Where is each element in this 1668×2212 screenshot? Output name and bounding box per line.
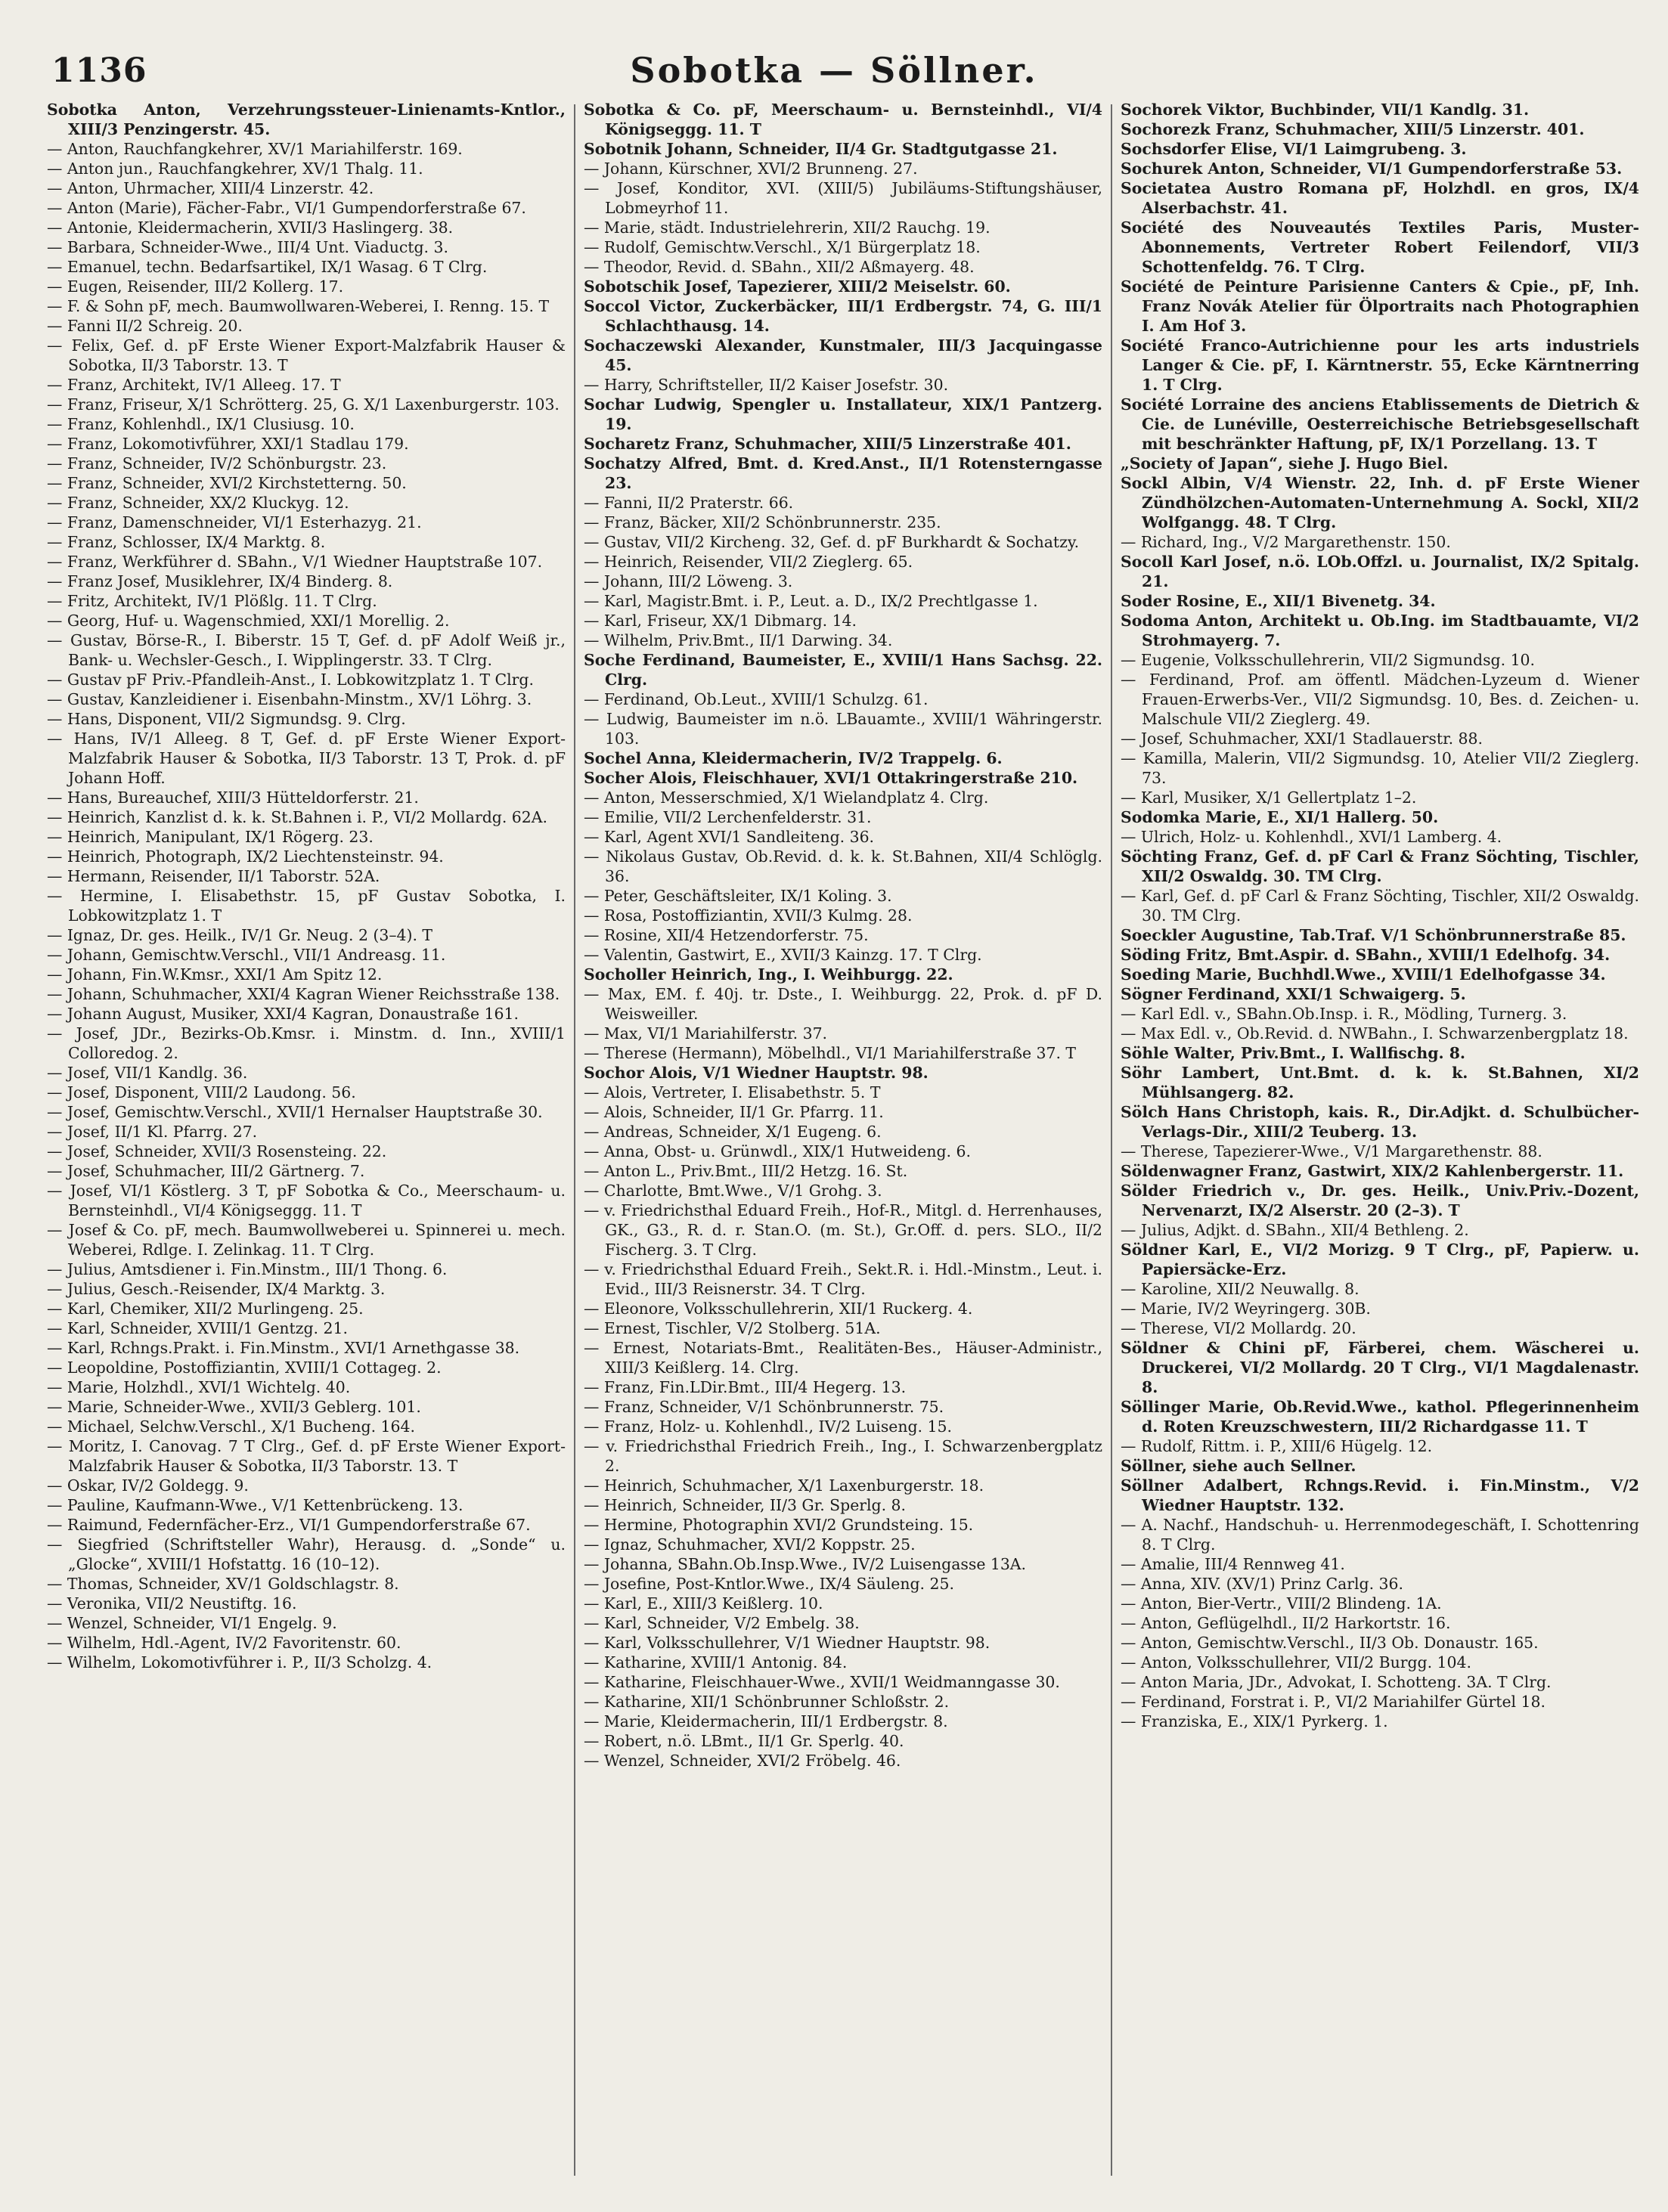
- directory-entry: — Franz, Werkführer d. SBahn., V/1 Wiedner Hauptstraße 107.: [47, 553, 543, 571]
- directory-entry: — Georg, Huf- u. Wagenschmied, XXI/1 Morellig. 2.: [47, 612, 450, 630]
- directory-entry: Sochorezk Franz, Schuhmacher, XIII/5 Linzerstr. 401.: [1121, 120, 1585, 138]
- directory-entry: — Karl, Volksschullehrer, V/1 Wiedner Hauptstr. 98.: [584, 1634, 991, 1652]
- directory-entry: — Wilhelm, Priv.Bmt., II/1 Darwing. 34.: [584, 631, 893, 649]
- directory-entry: Socoll Karl Josef, n.ö. LOb.Offzl. u. Journalist, IX/2 Spitalg. 21.: [1121, 553, 1639, 590]
- directory-entry: — Johann, Gemischtw.Verschl., VII/1 Andreasg. 11.: [47, 946, 446, 964]
- directory-entry: — Franz, Holz- u. Kohlenhdl., IV/2 Luiseng. 15.: [584, 1417, 952, 1436]
- directory-entry: — Julius, Gesch.-Reisender, IX/4 Marktg. 3.: [47, 1280, 386, 1298]
- directory-entry: Sochel Anna, Kleidermacherin, IV/2 Trappelg. 6.: [584, 749, 1003, 767]
- directory-entry: — Marie, IV/2 Weyringerg. 30B.: [1121, 1300, 1371, 1318]
- directory-entry: — Josef, Gemischtw.Verschl., XVII/1 Hernalser Hauptstraße 30.: [47, 1103, 543, 1121]
- directory-entry: — Karl Edl. v., SBahn.Ob.Insp. i. R., Mödling, Turnerg. 3.: [1121, 1005, 1567, 1023]
- directory-entry: — v. Friedrichsthal Eduard Freih., Hof-R., Mitgl. d. Herrenhauses, GK., G3., R. d. r. Stan.O. (m. St.), Gr.Off. d. pers. SLO., II/2 Fischerg. 3. T Clrg.: [584, 1201, 1102, 1259]
- directory-entry: — Karl, Agent XVI/1 Sandleiteng. 36.: [584, 828, 875, 846]
- directory-entry: Sockl Albin, V/4 Wienstr. 22, Inh. d. pF Erste Wiener Zündhölzchen-Automaten-Unternehmung A. Sockl, XII/2 Wolfgangg. 48. T Clrg.: [1121, 474, 1639, 531]
- directory-entry: — Julius, Adjkt. d. SBahn., XII/4 Bethleng. 2.: [1121, 1221, 1469, 1239]
- directory-entry: — Karl, Friseur, XX/1 Dibmarg. 14.: [584, 612, 857, 630]
- directory-entry: — Siegfried (Schriftsteller Wahr), Herausg. d. „Sonde“ u. „Glocke“, XVIII/1 Hofstattg. 16 (10–12).: [47, 1535, 566, 1573]
- directory-entry: — Hans, IV/1 Alleeg. 8 T, Gef. d. pF Erste Wiener Export-Malzfabrik Hauser & Sobotka, II/3 Taborstr. 13 T, Prok. d. pF Johann Hoff.: [47, 730, 566, 787]
- directory-entry: — Karoline, XII/2 Neuwallg. 8.: [1121, 1280, 1360, 1298]
- directory-entry: — Rosine, XII/4 Hetzendorferstr. 75.: [584, 926, 869, 944]
- directory-entry: Sochsdorfer Elise, VI/1 Laimgrubeng. 3.: [1121, 140, 1467, 158]
- page-number: 1136: [51, 51, 147, 90]
- directory-entry: — Marie, städt. Industrielehrerin, XII/2 Rauchg. 19.: [584, 218, 991, 237]
- directory-entry: — Johann, Schuhmacher, XXI/4 Kagran Wiener Reichsstraße 138.: [47, 985, 560, 1003]
- directory-entry: — Franz, Schneider, IV/2 Schönburgstr. 23.: [47, 454, 387, 472]
- directory-entry: Soche Ferdinand, Baumeister, E., XVIII/1 Hans Sachsg. 22. Clrg.: [584, 651, 1102, 689]
- directory-entry: — Anton (Marie), Fächer-Fabr., VI/1 Gumpendorferstraße 67.: [47, 199, 526, 217]
- directory-entry: Sochaczewski Alexander, Kunstmaler, III/3 Jacquingasse 45.: [584, 336, 1102, 374]
- directory-entry: Söllner Adalbert, Rchngs.Revid. i. Fin.Minstm., V/2 Wiedner Hauptstr. 132.: [1121, 1476, 1639, 1514]
- directory-entry: Sobotka Anton, Verzehrungssteuer-Linienamts-Kntlor., XIII/3 Penzingerstr. 45.: [47, 101, 566, 138]
- directory-entry: — Karl, Schneider, XVIII/1 Gentzg. 21.: [47, 1319, 348, 1337]
- directory-entry: — Hans, Bureauchef, XIII/3 Hütteldorferstr. 21.: [47, 788, 419, 807]
- directory-entry: — Franz, Damenschneider, VI/1 Esterhazyg. 21.: [47, 513, 422, 531]
- directory-entry: — Anton, Geflügelhdl., II/2 Harkortstr. 16.: [1121, 1614, 1451, 1632]
- directory-entry: — Josef, II/1 Kl. Pfarrg. 27.: [47, 1123, 258, 1141]
- directory-entry: — Anton, Bier-Vertr., VIII/2 Blindeng. 1A.: [1121, 1594, 1442, 1613]
- directory-entry: — F. & Sohn pF, mech. Baumwollwaren-Weberei, I. Renng. 15. T: [47, 297, 550, 315]
- directory-entry: — Oskar, IV/2 Goldegg. 9.: [47, 1476, 249, 1495]
- directory-entry: — Hermann, Reisender, II/1 Taborstr. 52A.: [47, 867, 380, 885]
- directory-entry: — Robert, n.ö. LBmt., II/1 Gr. Sperlg. 40.: [584, 1732, 904, 1750]
- directory-entry: — Karl, Chemiker, XII/2 Murlingeng. 25.: [47, 1300, 364, 1318]
- directory-entry: — Hermine, I. Elisabethstr. 15, pF Gustav Sobotka, I. Lobkowitzplatz 1. T: [47, 887, 566, 925]
- directory-entry: Soeding Marie, Buchhdl.Wwe., XVIII/1 Edelhofgasse 34.: [1121, 965, 1606, 984]
- directory-entry: — Johann August, Musiker, XXI/4 Kagran, Donaustraße 161.: [47, 1005, 519, 1023]
- directory-entry: — Heinrich, Photograph, IX/2 Liechtensteinstr. 94.: [47, 847, 444, 866]
- directory-entry: — Ferdinand, Prof. am öffentl. Mädchen-Lyzeum d. Wiener Frauen-Erwerbs-Ver., VII/2 Sigmundsg. 10, Bes. d. Zeichen- u. Malschule VII/2 Zieglerg. 49.: [1121, 671, 1639, 728]
- directory-entry: — Ernest, Tischler, V/2 Stolberg. 51A.: [584, 1319, 881, 1337]
- directory-entry: Sodoma Anton, Architekt u. Ob.Ing. im Stadtbauamte, VI/2 Strohmayerg. 7.: [1121, 612, 1639, 649]
- directory-entry: — Leopoldine, Postoffiziantin, XVIII/1 Cottageg. 2.: [47, 1358, 442, 1377]
- directory-entry: Sölch Hans Christoph, kais. R., Dir.Adjkt. d. Schulbücher-Verlags-Dir., XIII/2 Teuberg. 13.: [1121, 1103, 1639, 1141]
- directory-entry: — Josef, Schuhmacher, III/2 Gärtnerg. 7.: [47, 1162, 365, 1180]
- directory-entry: Société Franco-Autrichienne pour les arts industriels Langer & Cie. pF, I. Kärntnerstr. 55, Ecke Kärntnerring 1. T Clrg.: [1121, 336, 1639, 394]
- directory-entry: Sochorek Viktor, Buchbinder, VII/1 Kandlg. 31.: [1121, 101, 1530, 119]
- directory-entry: — Johann, III/2 Löweng. 3.: [584, 572, 793, 590]
- directory-entry: — Alois, Schneider, II/1 Gr. Pfarrg. 11.: [584, 1103, 884, 1121]
- directory-entry: — Josef & Co. pF, mech. Baumwollweberei u. Spinnerei u. mech. Weberei, Rdlge. I. Zelinkag. 11. T Clrg.: [47, 1221, 566, 1259]
- directory-entry: Sobotschik Josef, Tapezierer, XIII/2 Meiselstr. 60.: [584, 277, 1011, 296]
- directory-entry: — Wilhelm, Lokomotivführer i. P., II/3 Scholzg. 4.: [47, 1653, 433, 1671]
- running-title: Sobotka — Söllner.: [630, 50, 1038, 91]
- directory-entry: — Raimund, Federnfächer-Erz., VI/1 Gumpendorferstraße 67.: [47, 1516, 531, 1534]
- directory-entry: — Nikolaus Gustav, Ob.Revid. d. k. k. St.Bahnen, XII/4 Schlöglg. 36.: [584, 847, 1102, 885]
- directory-entry: — Franziska, E., XIX/1 Pyrkerg. 1.: [1121, 1712, 1388, 1730]
- directory-entry: Soder Rosine, E., XII/1 Bivenetg. 34.: [1121, 592, 1436, 610]
- directory-entry: — Katharine, XII/1 Schönbrunner Schloßstr. 2.: [584, 1693, 950, 1711]
- directory-entry: — Franz, Kohlenhdl., IX/1 Clusiusg. 10.: [47, 415, 355, 433]
- directory-entry: — Charlotte, Bmt.Wwe., V/1 Grohg. 3.: [584, 1182, 882, 1200]
- directory-entry: — Moritz, I. Canovag. 7 T Clrg., Gef. d. pF Erste Wiener Export-Malzfabrik Hauser & Sobotka, II/3 Taborstr. 13. T: [47, 1437, 566, 1475]
- directory-entry: — Fritz, Architekt, IV/1 Plößlg. 11. T Clrg.: [47, 592, 377, 610]
- column-divider: [1111, 104, 1112, 2176]
- directory-entry: — Karl, Gef. d. pF Carl & Franz Söchting, Tischler, XII/2 Oswaldg. 30. TM Clrg.: [1121, 887, 1639, 925]
- directory-entry: Söhle Walter, Priv.Bmt., I. Wallfischg. 8.: [1121, 1044, 1465, 1062]
- directory-entry: — Gustav, Kanzleidiener i. Eisenbahn-Minstm., XV/1 Löhrg. 3.: [47, 690, 532, 708]
- directory-entry: — Emilie, VII/2 Lerchenfelderstr. 31.: [584, 808, 872, 826]
- directory-entry: — Franz, Fin.LDir.Bmt., III/4 Hegerg. 13.: [584, 1378, 907, 1396]
- directory-entry: — Gustav pF Priv.-Pfandleih-Anst., I. Lobkowitzplatz 1. T Clrg.: [47, 671, 534, 689]
- directory-entry: Söldner Karl, E., VI/2 Morizg. 9 T Clrg., pF, Papierw. u. Papiersäcke-Erz.: [1121, 1241, 1639, 1278]
- directory-entry: Sölder Friedrich v., Dr. ges. Heilk., Univ.Priv.-Dozent, Nervenarzt, IX/2 Alserstr. 20 (2–3). T: [1121, 1182, 1639, 1219]
- directory-entry: — Anton L., Priv.Bmt., III/2 Hetzg. 16. St.: [584, 1162, 908, 1180]
- directory-entry: — Anton, Uhrmacher, XIII/4 Linzerstr. 42.: [47, 179, 374, 197]
- directory-entry: — Rudolf, Gemischtw.Verschl., X/1 Bürgerplatz 18.: [584, 238, 981, 256]
- directory-entry: Sögner Ferdinand, XXI/1 Schwaigerg. 5.: [1121, 985, 1466, 1003]
- directory-columns: [47, 100, 1642, 2186]
- directory-entry: — Rosa, Postoffiziantin, XVII/3 Kulmg. 28.: [584, 906, 913, 925]
- directory-entry: — Michael, Selchw.Verschl., X/1 Bucheng. 164.: [47, 1417, 415, 1436]
- directory-entry: — Karl, Magistr.Bmt. i. P., Leut. a. D., IX/2 Prechtlgasse 1.: [584, 592, 1038, 610]
- directory-entry: — Karl, Schneider, V/2 Embelg. 38.: [584, 1614, 860, 1632]
- directory-entry: — Franz, Bäcker, XII/2 Schönbrunnerstr. 235.: [584, 513, 941, 531]
- directory-entry: — Ignaz, Schuhmacher, XVI/2 Koppstr. 25.: [584, 1535, 916, 1554]
- directory-entry: — Ferdinand, Forstrat i. P., VI/2 Mariahilfer Gürtel 18.: [1121, 1693, 1546, 1711]
- directory-entry: — Marie, Kleidermacherin, III/1 Erdbergstr. 8.: [584, 1712, 948, 1730]
- directory-entry: — v. Friedrichsthal Eduard Freih., Sekt.R. i. Hdl.-Minstm., Leut. i. Evid., III/3 Reisnerstr. 34. T Clrg.: [584, 1260, 1102, 1298]
- directory-entry: Sobotka & Co. pF, Meerschaum- u. Bernsteinhdl., VI/4 Königseggg. 11. T: [584, 101, 1102, 138]
- directory-entry: Sochor Alois, V/1 Wiedner Hauptstr. 98.: [584, 1064, 929, 1082]
- directory-entry: — Josef, Schuhmacher, XXI/1 Stadlauerstr. 88.: [1121, 730, 1483, 748]
- directory-entry: — Anton, Messerschmied, X/1 Wielandplatz 4. Clrg.: [584, 788, 989, 807]
- directory-entry: — Anton Maria, JDr., Advokat, I. Schotteng. 3A. T Clrg.: [1121, 1673, 1552, 1691]
- directory-entry: — v. Friedrichsthal Friedrich Freih., Ing., I. Schwarzenbergplatz 2.: [584, 1437, 1102, 1475]
- directory-entry: — Josef, Konditor, XVI. (XIII/5) Jubiläums-Stiftungshäuser, Lobmeyrhof 11.: [584, 179, 1102, 217]
- directory-entry: — Wenzel, Schneider, XVI/2 Fröbelg. 46.: [584, 1752, 901, 1770]
- directory-entry: — Barbara, Schneider-Wwe., III/4 Unt. Viaductg. 3.: [47, 238, 448, 256]
- directory-entry: — Marie, Holzhdl., XVI/1 Wichtelg. 40.: [47, 1378, 351, 1396]
- directory-entry: Söllinger Marie, Ob.Revid.Wwe., kathol. Pflegerinnenheim d. Roten Kreuzschwestern, III/2 Richardgasse 11. T: [1121, 1398, 1639, 1436]
- directory-entry: — Eugenie, Volksschullehrerin, VII/2 Sigmundsg. 10.: [1121, 651, 1535, 669]
- directory-entry: — Anna, Obst- u. Grünwdl., XIX/1 Hutweideng. 6.: [584, 1142, 971, 1160]
- directory-entry: Sobotnik Johann, Schneider, II/4 Gr. Stadtgutgasse 21.: [584, 140, 1058, 158]
- directory-entry: — Rudolf, Rittm. i. P., XIII/6 Hügelg. 12.: [1121, 1437, 1433, 1455]
- directory-entry: Société de Peinture Parisienne Canters & Cpie., pF, Inh. Franz Novák Atelier für Ölportraits nach Photographien I. Am Hof 3.: [1121, 277, 1639, 335]
- directory-entry: — Therese (Hermann), Möbelhdl., VI/1 Mariahilferstraße 37. T: [584, 1044, 1077, 1062]
- directory-entry: — Anna, XIV. (XV/1) Prinz Carlg. 36.: [1121, 1575, 1403, 1593]
- directory-entry: — Amalie, III/4 Rennweg 41.: [1121, 1555, 1345, 1573]
- directory-entry: Söchting Franz, Gef. d. pF Carl & Franz Söchting, Tischler, XII/2 Oswaldg. 30. TM Clrg.: [1121, 847, 1639, 885]
- directory-entry: — Therese, VI/2 Mollardg. 20.: [1121, 1319, 1356, 1337]
- directory-entry: Sodomka Marie, E., XI/1 Hallerg. 50.: [1121, 808, 1439, 826]
- directory-entry: — Hermine, Photographin XVI/2 Grundsteing. 15.: [584, 1516, 974, 1534]
- directory-entry: — Anton jun., Rauchfangkehrer, XV/1 Thalg. 11.: [47, 160, 423, 178]
- directory-entry: — Fanni, II/2 Praterstr. 66.: [584, 494, 794, 512]
- column-1: [47, 100, 566, 2186]
- directory-entry: Socholler Heinrich, Ing., I. Weihburgg. 22.: [584, 965, 953, 984]
- directory-entry: — Antonie, Kleidermacherin, XVII/3 Haslingerg. 38.: [47, 218, 454, 237]
- directory-entry: — Max, EM. f. 40j. tr. Dste., I. Weihburgg. 22, Prok. d. pF D. Weisweiller.: [584, 985, 1102, 1023]
- directory-entry: — Wenzel, Schneider, VI/1 Engelg. 9.: [47, 1614, 337, 1632]
- directory-entry: — Johann, Fin.W.Kmsr., XXI/1 Am Spitz 12.: [47, 965, 383, 984]
- directory-entry: — Ferdinand, Ob.Leut., XVIII/1 Schulzg. 61.: [584, 690, 929, 708]
- directory-entry: Sochurek Anton, Schneider, VI/1 Gumpendorferstraße 53.: [1121, 160, 1623, 178]
- directory-entry: — Franz, Architekt, IV/1 Alleeg. 17. T: [47, 376, 341, 394]
- directory-entry: — Josefine, Post-Kntlor.Wwe., IX/4 Säuleng. 25.: [584, 1575, 954, 1593]
- directory-entry: — Katharine, Fleischhauer-Wwe., XVII/1 Weidmanngasse 30.: [584, 1673, 1060, 1691]
- directory-entry: Socharetz Franz, Schuhmacher, XIII/5 Linzerstraße 401.: [584, 435, 1071, 453]
- directory-entry: — Julius, Amtsdiener i. Fin.Minstm., III/1 Thong. 6.: [47, 1260, 448, 1278]
- directory-entry: — Ignaz, Dr. ges. Heilk., IV/1 Gr. Neug. 2 (3–4). T: [47, 926, 433, 944]
- directory-entry: — Ludwig, Baumeister im n.ö. LBauamte., XVIII/1 Währingerstr. 103.: [584, 710, 1102, 748]
- directory-entry: — Franz, Lokomotivführer, XXI/1 Stadlau 179.: [47, 435, 409, 453]
- directory-entry: Sochatzy Alfred, Bmt. d. Kred.Anst., II/1 Rotensterngasse 23.: [584, 454, 1102, 492]
- directory-entry: — Josef, VII/1 Kandlg. 36.: [47, 1064, 248, 1082]
- directory-entry: — Pauline, Kaufmann-Wwe., V/1 Kettenbrückeng. 13.: [47, 1496, 464, 1514]
- directory-entry: — Eleonore, Volksschullehrerin, XII/1 Ruckerg. 4.: [584, 1300, 973, 1318]
- column-divider: [574, 104, 575, 2176]
- directory-entry: — Heinrich, Reisender, VII/2 Zieglerg. 65.: [584, 553, 913, 571]
- directory-entry: — Kamilla, Malerin, VII/2 Sigmundsg. 10, Atelier VII/2 Zieglerg. 73.: [1121, 749, 1639, 787]
- directory-entry: — Therese, Tapezierer-Wwe., V/1 Margarethenstr. 88.: [1121, 1142, 1542, 1160]
- directory-entry: — Franz, Schneider, V/1 Schönbrunnerstr. 75.: [584, 1398, 944, 1416]
- directory-entry: — Josef, Schneider, XVII/3 Rosensteing. 22.: [47, 1142, 387, 1160]
- directory-entry: — Johann, Kürschner, XVI/2 Brunneng. 27.: [584, 160, 918, 178]
- page-header: [0, 47, 1668, 100]
- directory-entry: — Ernest, Notariats-Bmt., Realitäten-Bes., Häuser-Administr., XIII/3 Keißlerg. 14. Clrg.: [584, 1339, 1102, 1377]
- directory-entry: — Max Edl. v., Ob.Revid. d. NWBahn., I. Schwarzenbergplatz 18.: [1121, 1024, 1629, 1042]
- directory-entry: — Hans, Disponent, VII/2 Sigmundsg. 9. Clrg.: [47, 710, 406, 728]
- directory-entry: — Katharine, XVIII/1 Antonig. 84.: [584, 1653, 848, 1671]
- directory-entry: Socher Alois, Fleischhauer, XVI/1 Ottakringerstraße 210.: [584, 769, 1078, 787]
- directory-entry: — Josef, JDr., Bezirks-Ob.Kmsr. i. Minstm. d. Inn., XVIII/1 Colloredog. 2.: [47, 1024, 566, 1062]
- directory-entry: — Andreas, Schneider, X/1 Eugeng. 6.: [584, 1123, 882, 1141]
- directory-entry: — Anton, Volksschullehrer, VII/2 Burgg. 104.: [1121, 1653, 1471, 1671]
- directory-entry: — Karl, Rchngs.Prakt. i. Fin.Minstm., XVI/1 Arnethgasse 38.: [47, 1339, 520, 1357]
- directory-entry: — Anton, Gemischtw.Verschl., II/3 Ob. Donaustr. 165.: [1121, 1634, 1539, 1652]
- directory-entry: — Veronika, VII/2 Neustiftg. 16.: [47, 1594, 297, 1613]
- directory-entry: — Ulrich, Holz- u. Kohlenhdl., XVI/1 Lamberg. 4.: [1121, 828, 1502, 846]
- directory-entry: „Society of Japan“, siehe J. Hugo Biel.: [1121, 454, 1449, 472]
- directory-entry: — Heinrich, Schuhmacher, X/1 Laxenburgerstr. 18.: [584, 1476, 984, 1495]
- directory-entry: — Valentin, Gastwirt, E., XVII/3 Kainzg. 17. T Clrg.: [584, 946, 982, 964]
- directory-entry: — Max, VI/1 Mariahilferstr. 37.: [584, 1024, 828, 1042]
- directory-entry: Söding Fritz, Bmt.Aspir. d. SBahn., XVIII/1 Edelhofg. 34.: [1121, 946, 1611, 964]
- directory-entry: — Felix, Gef. d. pF Erste Wiener Export-Malzfabrik Hauser & Sobotka, II/3 Taborstr. 13. T: [47, 336, 566, 374]
- directory-entry: Société des Nouveautés Textiles Paris, Muster-Abonnements, Vertreter Robert Feilendorf, VII/3 Schottenfeldg. 76. T Clrg.: [1121, 218, 1639, 276]
- directory-entry: — Franz, Schneider, XX/2 Kluckyg. 12.: [47, 494, 349, 512]
- directory-entry: — Anton, Rauchfangkehrer, XV/1 Mariahilferstr. 169.: [47, 140, 463, 158]
- directory-entry: — Emanuel, techn. Bedarfsartikel, IX/1 Wasag. 6 T Clrg.: [47, 258, 488, 276]
- directory-entry: — Karl, E., XIII/3 Keißlerg. 10.: [584, 1594, 823, 1613]
- directory-entry: Söllner, siehe auch Sellner.: [1121, 1457, 1356, 1475]
- directory-entry: Söldner & Chini pF, Färberei, chem. Wäscherei u. Druckerei, VI/2 Mollardg. 20 T Clrg., VI/1 Magdalenastr. 8.: [1121, 1339, 1639, 1396]
- directory-entry: — Franz Josef, Musiklehrer, IX/4 Binderg. 8.: [47, 572, 393, 590]
- directory-entry: Soeckler Augustine, Tab.Traf. V/1 Schönbrunnerstraße 85.: [1121, 926, 1626, 944]
- directory-entry: — Gustav, Börse-R., I. Biberstr. 15 T, Gef. d. pF Adolf Weiß jr., Bank- u. Wechsler-Gesch., I. Wipplingerstr. 33. T Clrg.: [47, 631, 566, 669]
- directory-entry: — Marie, Schneider-Wwe., XVII/3 Geblerg. 101.: [47, 1398, 421, 1416]
- column-2: [584, 100, 1102, 2186]
- directory-entry: — Alois, Vertreter, I. Elisabethstr. 5. T: [584, 1083, 881, 1101]
- directory-entry: — Franz, Schlosser, IX/4 Marktg. 8.: [47, 533, 326, 551]
- directory-entry: — Eugen, Reisender, III/2 Kollerg. 17.: [47, 277, 344, 296]
- directory-entry: Soccol Victor, Zuckerbäcker, III/1 Erdbergstr. 74, G. III/1 Schlachthausg. 14.: [584, 297, 1102, 335]
- directory-entry: Söhr Lambert, Unt.Bmt. d. k. k. St.Bahnen, XI/2 Mühlsangerg. 82.: [1121, 1064, 1639, 1101]
- directory-entry: — Heinrich, Kanzlist d. k. k. St.Bahnen i. P., VI/2 Mollardg. 62A.: [47, 808, 547, 826]
- column-3: [1121, 100, 1639, 2186]
- directory-entry: — Richard, Ing., V/2 Margarethenstr. 150.: [1121, 533, 1451, 551]
- directory-entry: — A. Nachf., Handschuh- u. Herrenmodegeschäft, I. Schottenring 8. T Clrg.: [1121, 1516, 1639, 1554]
- directory-entry: Société Lorraine des anciens Etablissements de Dietrich & Cie. de Lunéville, Oesterreichische Betriebsgesellschaft mit beschränkter Haftung, pF, IX/1 Porzellang. 13. T: [1121, 395, 1639, 453]
- directory-entry: — Franz, Schneider, XVI/2 Kirchstetterng. 50.: [47, 474, 407, 492]
- directory-entry: — Harry, Schriftsteller, II/2 Kaiser Josefstr. 30.: [584, 376, 949, 394]
- directory-entry: Sochar Ludwig, Spengler u. Installateur, XIX/1 Pantzerg. 19.: [584, 395, 1102, 433]
- directory-entry: — Heinrich, Schneider, II/3 Gr. Sperlg. 8.: [584, 1496, 907, 1514]
- directory-entry: — Fanni II/2 Schreig. 20.: [47, 317, 243, 335]
- directory-entry: — Johanna, SBahn.Ob.Insp.Wwe., IV/2 Luisengasse 13A.: [584, 1555, 1027, 1573]
- directory-entry: — Heinrich, Manipulant, IX/1 Rögerg. 23.: [47, 828, 374, 846]
- directory-entry: — Wilhelm, Hdl.-Agent, IV/2 Favoritenstr. 60.: [47, 1634, 401, 1652]
- directory-entry: — Peter, Geschäftsleiter, IX/1 Koling. 3.: [584, 887, 892, 905]
- directory-entry: — Josef, Disponent, VIII/2 Laudong. 56.: [47, 1083, 356, 1101]
- directory-entry: — Franz, Friseur, X/1 Schrötterg. 25, G. X/1 Laxenburgerstr. 103.: [47, 395, 560, 414]
- directory-entry: — Gustav, VII/2 Kircheng. 32, Gef. d. pF Burkhardt & Sochatzy.: [584, 533, 1080, 551]
- directory-entry: Societatea Austro Romana pF, Holzhdl. en gros, IX/4 Alserbachstr. 41.: [1121, 179, 1639, 217]
- directory-entry: — Thomas, Schneider, XV/1 Goldschlagstr. 8.: [47, 1575, 399, 1593]
- directory-entry: — Theodor, Revid. d. SBahn., XII/2 Aßmayerg. 48.: [584, 258, 975, 276]
- directory-entry: — Josef, VI/1 Köstlerg. 3 T, pF Sobotka & Co., Meerschaum- u. Bernsteinhdl., VI/4 Königseggg. 11. T: [47, 1182, 566, 1219]
- directory-entry: Söldenwagner Franz, Gastwirt, XIX/2 Kahlenbergerstr. 11.: [1121, 1162, 1624, 1180]
- directory-entry: — Karl, Musiker, X/1 Gellertplatz 1–2.: [1121, 788, 1417, 807]
